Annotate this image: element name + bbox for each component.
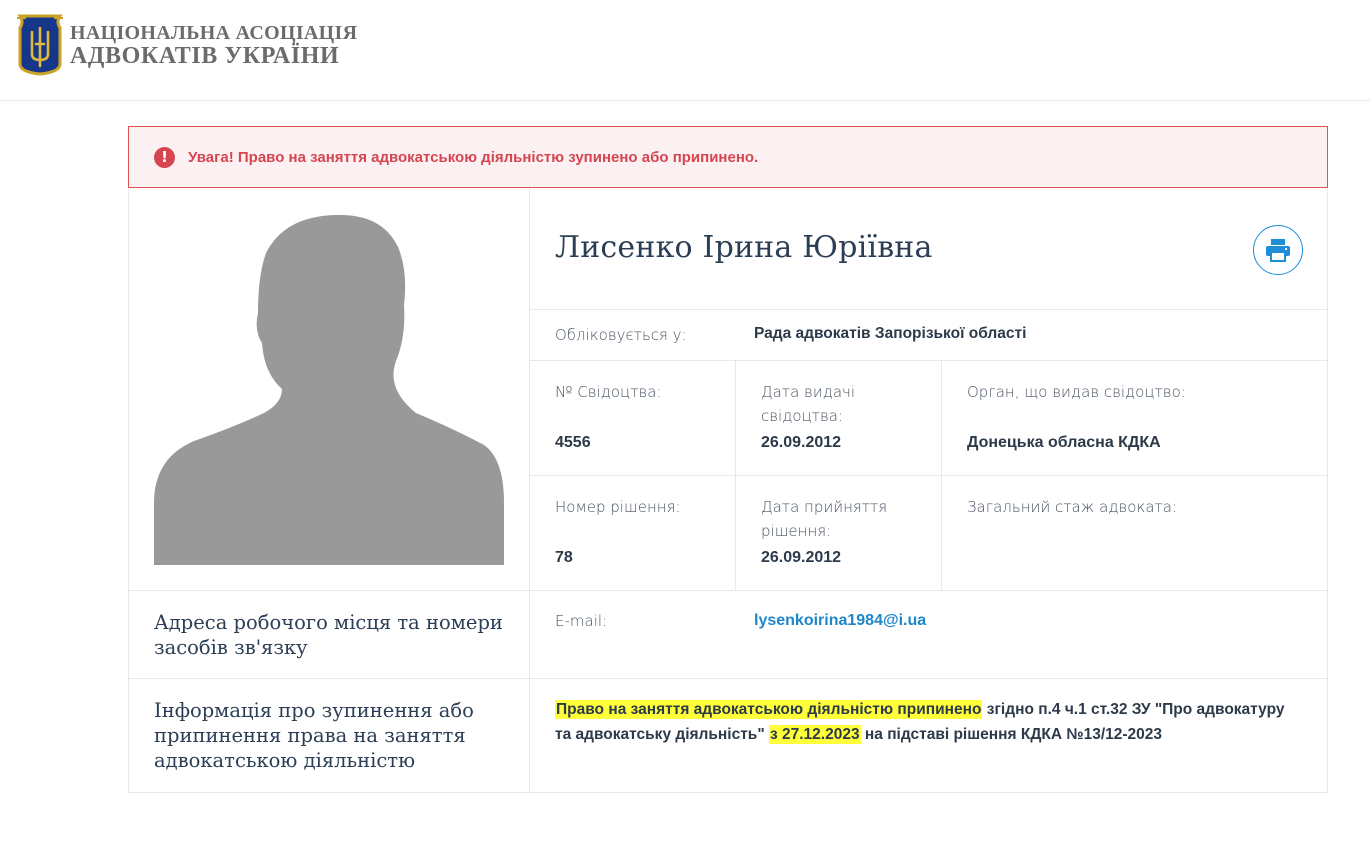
divider (129, 590, 1328, 591)
decision-date-value: 26.09.2012 (761, 549, 842, 566)
logo-title-line2: АДВОКАТІВ УКРАЇНИ (70, 42, 340, 69)
certificate-number-value: 4556 (555, 434, 591, 451)
divider (735, 360, 736, 590)
suspension-highlight-date: з 27.12.2023 (770, 726, 860, 743)
certificate-issuer-value: Донецька обласна КДКА (967, 434, 1161, 451)
suspension-decision: на підставі рішення КДКА №13/12-2023 (860, 726, 1163, 743)
certificate-number-label: № Свідоцтва: (555, 383, 662, 401)
decision-number-label: Номер рішення: (555, 498, 681, 516)
suspension-title: Інформація про зупинення або припинення права на заняття адвокатською діяльністю (154, 699, 474, 772)
site-header (0, 0, 1370, 101)
printer-icon (1265, 238, 1291, 262)
contacts-title: Адреса робочого місця та номери засобів зв'язку (154, 611, 503, 659)
alert-message: Увага! Право на заняття адвокатською діяльністю зупинено або припинено. (188, 148, 759, 166)
registered-label: Обліковується у: (555, 326, 687, 344)
logo-title-line1: НАЦІОНАЛЬНА АСОЦІАЦІЯ (70, 21, 358, 44)
status-alert (128, 126, 1328, 188)
certificate-date-value: 26.09.2012 (761, 434, 842, 451)
divider (941, 360, 942, 590)
print-button[interactable] (1253, 225, 1303, 275)
exclamation-circle-icon: ! (154, 147, 175, 168)
divider (129, 678, 1328, 679)
email-label: E-mail: (555, 612, 608, 630)
decision-date-label: Дата прийняття рішення: (761, 498, 888, 540)
suspension-highlight-status: Право на заняття адвокатською діяльністю припинено (556, 701, 982, 718)
avatar-silhouette (154, 213, 506, 565)
decision-number-value: 78 (555, 549, 573, 566)
registered-value: Рада адвокатів Запорізької області (754, 325, 1027, 342)
tryzub-shield-icon (14, 14, 66, 76)
certificate-date-label: Дата видачі свідоцтва: (761, 383, 856, 425)
certificate-issuer-label: Орган, що видав свідоцтво: (967, 383, 1186, 401)
divider (529, 475, 1328, 476)
lawyer-card (128, 188, 1328, 793)
divider (529, 360, 1328, 361)
lawyer-name: Лисенко Ірина Юріївна (555, 230, 933, 265)
site-logo[interactable] (14, 14, 357, 76)
suspension-info (555, 697, 1295, 747)
experience-label: Загальний стаж адвоката: (967, 498, 1178, 516)
suspension-basis: згідно п.4 ч.1 ст.32 ЗУ "Про адвокатуру та адвокатську діяльність" (555, 701, 1285, 743)
divider (529, 188, 530, 793)
divider (529, 309, 1328, 310)
email-link[interactable]: lysenkoirina1984@i.ua (754, 612, 927, 629)
